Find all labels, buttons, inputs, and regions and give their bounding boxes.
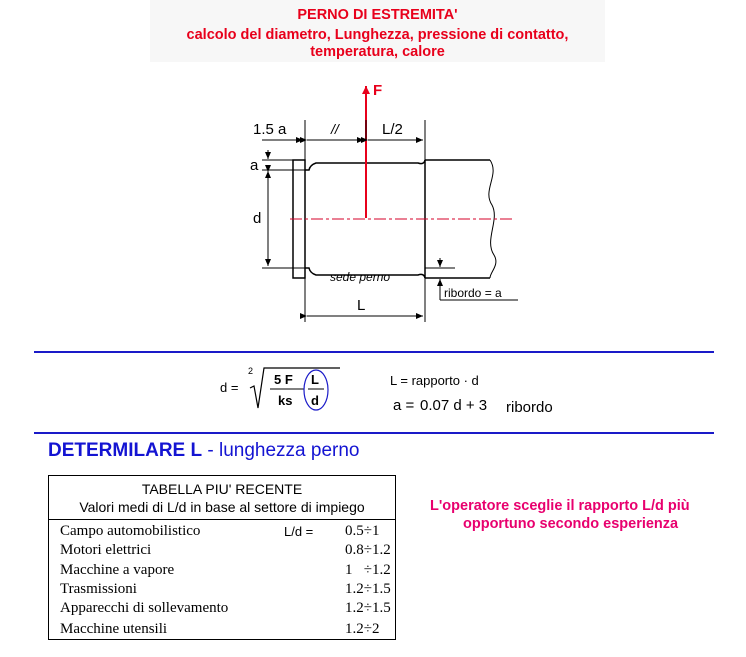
svg-text:ks: ks: [278, 393, 293, 408]
formula: [200, 360, 620, 420]
svg-text:2: 2: [248, 366, 254, 376]
label-seat: sede perno: [330, 270, 391, 284]
operator-note-line-2: opportuno secondo esperienza: [463, 516, 679, 532]
table-row: Macchine a vapore: [60, 562, 175, 578]
svg-text:5 F: 5 F: [274, 372, 293, 387]
table-value: 1.2÷1.5: [345, 581, 391, 597]
svg-text:ribordo: ribordo: [506, 399, 553, 416]
table-title: TABELLA PIU' RECENTE: [141, 481, 303, 497]
table-row: Motori elettrici: [60, 542, 152, 558]
table-value: 0.8÷1.2: [345, 542, 391, 558]
svg-text:L: L: [311, 372, 319, 387]
table-value: 1.2÷2: [345, 621, 380, 637]
table-row: Apparecchi di sollevamento: [60, 600, 229, 616]
svg-text:d: d: [311, 393, 319, 408]
divider-top: [34, 351, 714, 353]
label-a: a: [250, 157, 259, 174]
label-L-half: L/2: [382, 121, 403, 138]
table-row: Trasmissioni: [60, 581, 137, 597]
divider-bottom: [34, 432, 714, 434]
section-heading: DETERMILARE L - lunghezza perno: [48, 440, 360, 461]
label-1-5a: 1.5 a: [253, 121, 287, 138]
table-subtitle: Valori medi di L/d in base al settore di impiego: [79, 499, 365, 515]
svg-text:d =: d =: [220, 380, 239, 395]
page-subtitle-1: calcolo del diametro, Lunghezza, pressione di contatto,: [186, 27, 569, 43]
force-label: F: [373, 82, 383, 99]
table-value: 1 ÷1.2: [345, 562, 391, 578]
ratio-label: L/d =: [284, 524, 314, 539]
table-header-rule: [48, 519, 396, 520]
page-title: PERNO DI ESTREMITA': [297, 7, 458, 23]
svg-text:0.07 d + 3: 0.07 d + 3: [420, 397, 488, 414]
table-value: 0.5÷1: [345, 523, 380, 539]
label-half-mark: //: [331, 121, 339, 137]
svg-text:a =: a =: [393, 397, 415, 414]
table-value: 1.2÷1.5: [345, 600, 391, 616]
table-row: Macchine utensili: [60, 621, 168, 637]
page-subtitle-2: temperatura, calore: [310, 44, 445, 60]
operator-note-line-1: L'operatore sceglie il rapporto L/d più: [430, 498, 690, 514]
label-L: L: [357, 297, 366, 314]
root-sign: [250, 368, 340, 408]
table-row: Campo automobilistico: [60, 523, 201, 539]
svg-text:L = rapporto · d: L = rapporto · d: [390, 373, 479, 388]
label-collar: ribordo = a: [444, 286, 502, 300]
label-d: d: [253, 210, 262, 227]
